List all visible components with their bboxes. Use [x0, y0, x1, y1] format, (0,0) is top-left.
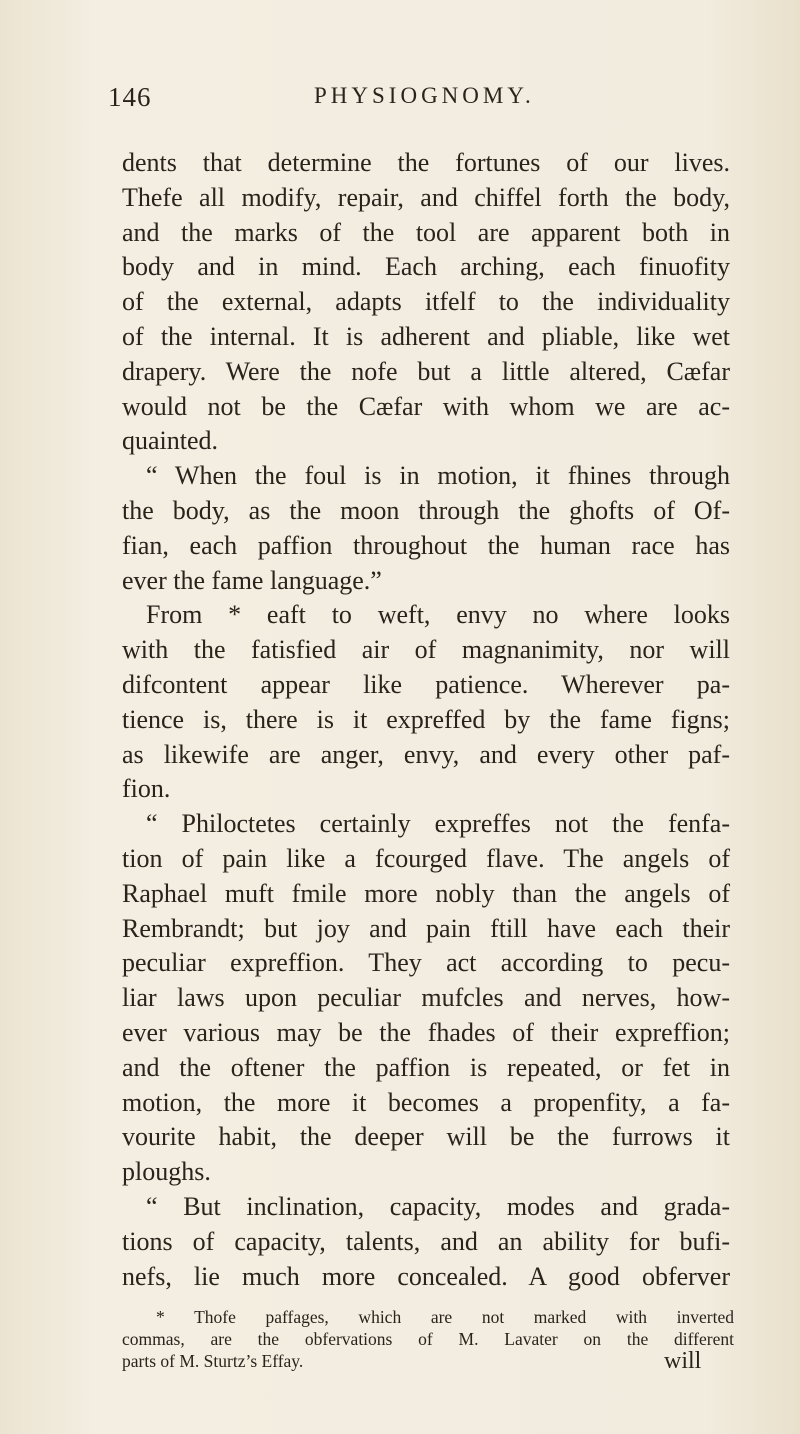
text-line: “ When the foul is in motion, it fhines through — [146, 461, 730, 491]
text-line: and the oftener the paffion is repeated, or fet in — [122, 1052, 730, 1082]
text-line: Rembrandt; but joy and pain ftill have each their — [122, 913, 730, 943]
catchword: will — [664, 1348, 702, 1374]
footnote-line: parts of M. Sturtz’s Effay. — [122, 1351, 304, 1371]
text-line: tion of pain like a fcourged flave. The angels of — [122, 843, 730, 873]
text-line: Raphael muft fmile more nobly than the angels of — [122, 878, 730, 908]
text-line: ever various may be the fhades of their expreffion; — [122, 1017, 730, 1047]
text-line: liar laws upon peculiar mufcles and nerves, how- — [122, 983, 730, 1013]
running-head — [108, 82, 668, 116]
text-line: and the marks of the tool are apparent both in — [122, 217, 730, 247]
running-title: PHYSIOGNOMY. — [314, 83, 535, 108]
footnote-line: * Thofe paffages, which are not marked with inverted — [156, 1307, 734, 1327]
text-line: motion, the more it becomes a propenfity, a fa- — [122, 1087, 730, 1117]
text-line: the body, as the moon through the ghofts of Of- — [122, 495, 730, 525]
text-line: would not be the Cæfar with whom we are ac- — [122, 391, 730, 421]
text-line: Thefe all modify, repair, and chiffel forth the body, — [122, 182, 730, 212]
text-line: of the internal. It is adherent and pliable, like wet — [122, 321, 730, 351]
text-line: From * eaft to weft, envy no where looks — [146, 600, 730, 630]
text-line: ever the fame language.” — [122, 565, 382, 595]
text-line: of the external, adapts itfelf to the individuality — [122, 287, 730, 317]
text-line: ploughs. — [122, 1157, 211, 1187]
text-line: tience is, there is it expreffed by the fame figns; — [122, 704, 730, 734]
text-line: as likewife are anger, envy, and every other paf- — [122, 739, 730, 769]
text-line: with the fatisfied air of magnanimity, nor will — [122, 635, 730, 665]
footnote-line: commas, are the obfervations of M. Lavater on the different — [122, 1329, 734, 1349]
text-line: peculiar expreffion. They act according to pecu- — [122, 948, 730, 978]
text-line: vourite habit, the deeper will be the furrows it — [122, 1122, 730, 1152]
text-line: body and in mind. Each arching, each finuofity — [122, 252, 730, 282]
text-line: “ Philoctetes certainly expreffes not the fenfa- — [146, 809, 730, 839]
text-line: quainted. — [122, 426, 219, 456]
footnote — [122, 1306, 734, 1372]
body-text — [122, 146, 730, 1294]
text-line: drapery. Were the nofe but a little altered, Cæfar — [122, 356, 730, 386]
page-number: 146 — [108, 82, 152, 112]
text-line: “ But inclination, capacity, modes and grada- — [146, 1191, 730, 1221]
text-line: fian, each paffion throughout the human race has — [122, 530, 730, 560]
text-line: difcontent appear like patience. Wherever pa- — [122, 669, 730, 699]
text-line: tions of capacity, talents, and an ability for bufi- — [122, 1226, 730, 1256]
text-line: nefs, lie much more concealed. A good obferver — [122, 1261, 730, 1291]
text-line: dents that determine the fortunes of our lives. — [122, 148, 730, 177]
text-line: fion. — [122, 774, 171, 804]
